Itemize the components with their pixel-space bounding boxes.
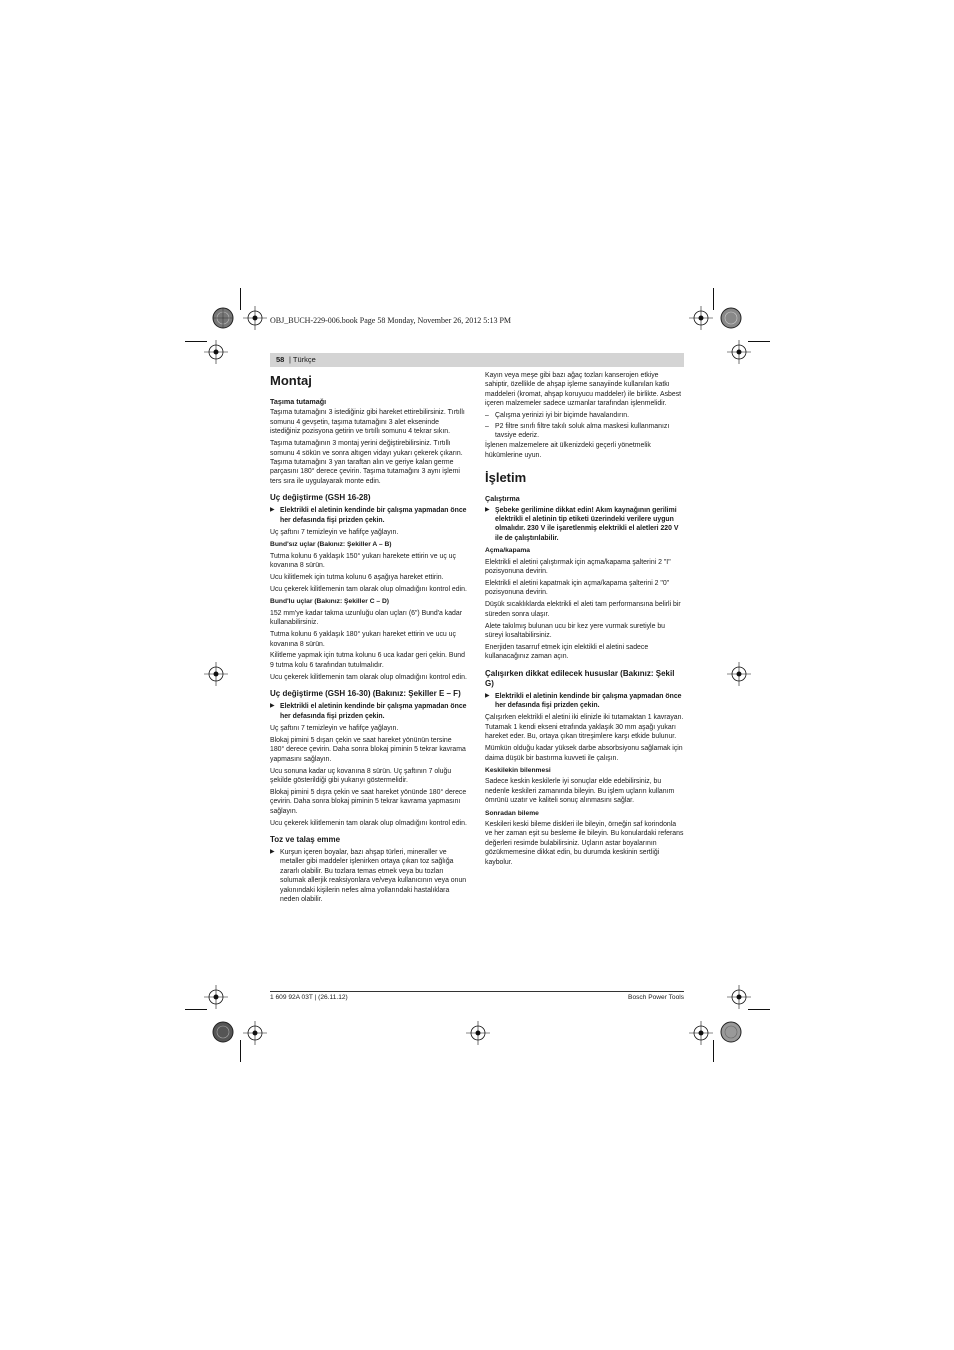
footer-rule	[270, 991, 684, 992]
warning-item	[270, 848, 467, 904]
paragraph: Alete takılmış bulunan ucu bir kez yere vurmak suretiyle bu süreyi kısaltabilirsiniz.	[485, 622, 666, 639]
warning-item	[485, 506, 684, 544]
list-item-text: Çalışma yerinizi iyi bir biçimde havalandırın.	[495, 412, 630, 420]
heading-tasima: Taşıma tutamağı	[270, 397, 327, 406]
warning-text: Elektrikli el aletinin kendinde bir çalışma yapmadan önce her defasında fişi prizden çekin.	[280, 507, 467, 524]
paragraph: Sadece keskin keskilerle iyi sonuçlar elde edebilirsiniz, bu nedenle keskileri zamanında bileyin. Bu işlem uçların kullanım ömrünü uzatır ve kaliteli sonuç alınmasını sağlar.	[485, 778, 675, 805]
paragraph: Düşük sıcaklıklarda elektrikli el aleti tam performansına belirli bir süreden sonra ulaşır.	[485, 601, 681, 618]
paragraph: Kilitleme yapmak için tutma kolunu 6 uca kadar geri çekin. Bund 9 tutma kolu 6 tarafından tutulmalıdır.	[270, 652, 465, 669]
paragraph: Uç şaftını 7 temizleyin ve hafifçe yağlayın.	[270, 724, 399, 732]
paragraph: Enerjiden tasarruf etmek için elektikli el aletini sadece kullanacağınız zaman açın.	[485, 643, 649, 661]
paragraph: Taşıma tutamağının 3 montaj yerini değiştirebilirsiniz. Tırtıllı somunu 4 sökün ve sonra altıgen vidayı yukarı çekerek çıkarın. Taşıma tutamağını 3 yan taraftan alın ve geriye kalan germe parçasını 180° derece çevirin. Taşıma tutamağını 3 aynı işlemi ters sıra ile uygulayarak monte edin.	[270, 440, 463, 485]
paragraph: Uç şaftını 7 temizleyin ve hafifçe yağlayın.	[270, 528, 399, 536]
paragraph: Ucu sonuna kadar uç kovanına 8 sürün. Uç şaftının 7 oluğu şekilde gösterildiği gibi yukarıyı göstermelidir.	[270, 767, 452, 784]
crop-line	[748, 341, 770, 342]
list-item	[485, 411, 684, 420]
section-title-isletim: İşletim	[485, 470, 527, 486]
left-column	[270, 371, 467, 907]
dash-bullet: –	[485, 412, 489, 420]
warning-text: Elektrikli el aletinin kendinde bir çalışma yapmadan önce her defasında fişi prizden çekin.	[280, 703, 467, 720]
paragraph: İşlenen malzemelere ait ülkenizdeki geçerli yönetmelik hükümlerine uyun.	[485, 442, 651, 459]
warning-text: Elektrikli el aletinin kendinde bir çalışma yapmadan önce her defasında fişi prizden çekin.	[495, 692, 682, 710]
triangle-right-icon: ▶	[485, 506, 490, 513]
paragraph: Ucu çekerek kilitlemenin tam olarak olup olmadığını kontrol edin.	[270, 819, 467, 827]
heading-uc-degistirme-30: Uç değiştirme (GSH 16-30) (Bakınız: Şekiller E – F)	[270, 689, 461, 699]
triangle-right-icon: ▶	[485, 692, 490, 699]
warning-item	[270, 702, 467, 721]
triangle-right-icon: ▶	[270, 849, 275, 856]
heading-acma-kapama: Açma/kapama	[485, 547, 530, 555]
crop-line	[713, 1040, 714, 1062]
paragraph: Blokaj pimini 5 dışra çekin ve saat hareket yönünde 180° derece çevirin. Daha sonra blokaj piminin 5 tekrar kavrama yapmasını sağlayın.	[270, 788, 467, 815]
paragraph: Kayın veya meşe gibi bazı ağaç tozları kanserojen etkiye sahiptir, özellikle de ahşap işleme sanayiinde kullanılan katkı maddeleri (kromat, ahşap koruyucu maddeler) ile birlikte. Asbest içeren malzemeler sadece uzmanlar tarafından işlenmelidir.	[485, 372, 682, 408]
crosshair-icon	[727, 340, 751, 364]
crop-line	[713, 288, 714, 310]
paragraph: Tutma kolunu 6 yaklaşık 180° yukarı hareket ettirin ve ucu uç kovanına 8 sürün.	[270, 631, 456, 648]
crop-line	[185, 341, 207, 342]
heading-calistirma: Çalıştırma	[485, 494, 520, 504]
warning-item	[485, 692, 684, 711]
paragraph: 152 mm'ye kadar takma uzunluğu olan uçları (6") Bund'a kadar kullanabilirsiniz.	[270, 609, 462, 627]
heading-toz: Toz ve talaş emme	[270, 835, 341, 845]
crop-line	[240, 288, 241, 310]
crosshair-icon	[727, 662, 751, 686]
heading-sonradan-bileme: Sonradan bileme	[485, 809, 539, 817]
crosshair-icon	[204, 340, 228, 364]
crosshair-icon	[727, 985, 751, 1009]
crosshair-icon	[466, 1021, 490, 1045]
crop-header-text: OBJ_BUCH-229-006.book Page 58 Monday, November 26, 2012 5:13 PM	[270, 316, 512, 325]
crosshair-icon	[204, 985, 228, 1009]
right-column	[485, 371, 684, 870]
heading-bundlu: Bund'lu uçlar (Bakınız: Şekiller C – D)	[270, 598, 390, 606]
crosshair-icon	[689, 1021, 713, 1045]
heading-uc-degistirme-28: Uç değiştirme (GSH 16-28)	[270, 493, 371, 503]
paragraph: Ucu çekerek kilitlemenin tam olarak olup olmadığını kontrol edin.	[270, 586, 467, 593]
paragraph: Keskileri keski bileme diskleri ile bileyin, örneğin saf korindonla ve her zaman eşit su besleme ile bileyin. Bu konulardaki referans değerleri resimde bulabilirsiniz. Uçların astar boyalarının gözükmemesine dikkat edin, bu durumda keskinin sertliği kaybolur.	[485, 821, 684, 866]
crop-line	[748, 1009, 770, 1010]
paragraph: Mümkün olduğu kadar yüksek darbe absorbsiyonu sağlamak için daima düşük bir bastırma kuvveti ile çalışın.	[485, 745, 683, 762]
paragraph: Blokaj pimini 5 dışarı çekin ve saat hareket yönünün tersine 180° derece çevirin. Daha sonra blokaj piminin 5 tekrar kavrama yapmasını sağlayın.	[270, 736, 466, 763]
paragraph: Ucu çekerek kilitlemenin tam olarak olup olmadığını kontrol edin.	[270, 673, 467, 681]
crosshair-icon	[689, 306, 713, 330]
footer-brand: Bosch Power Tools	[628, 994, 684, 1001]
paragraph: Elektrikli el aletini çalıştırmak için açma/kapama şalterini 2 "I" pozisyonuna devirin.	[485, 558, 671, 575]
header-language: | Türkçe	[289, 355, 316, 364]
warning-text: Şebeke gerilimine dikkat edin! Akım kaynağının gerilimi elektrikli el aletinin tip etiketi üzerindeki verilere uygun olmalıdır. 230 V ile işaretlenmiş elektrikli el aletleri 220 V ile de çalıştırılabilir.	[495, 506, 679, 542]
color-disc-icon	[212, 1021, 234, 1043]
color-disc-icon	[720, 1021, 742, 1043]
page-header-bar	[270, 353, 684, 367]
paragraph: Tutma kolunu 6 yaklaşık 150° yukarı harekete ettirin ve uç uç kovanına 8 sürün.	[270, 552, 456, 570]
warning-item	[270, 506, 467, 525]
page-number: 58	[276, 355, 285, 364]
list-item	[485, 422, 684, 441]
crosshair-icon	[243, 306, 267, 330]
list-item-text: P2 filtre sınıfı filtre takılı soluk alma maskesi kullanmanızı tavsiye ederiz.	[495, 422, 670, 439]
heading-bundsuz: Bund'sız uçlar (Bakınız: Şekiller A – B)	[270, 541, 392, 549]
paragraph: Taşıma tutamağını 3 istediğiniz gibi hareket ettirebilirsiniz. Tırtıllı somunu 4 gevşetin, taşıma tutamağını 3 alet ekseninde istediğiniz pozisyona getirin ve tırtıllı somunu 4 tekrar sıkın.	[270, 409, 465, 436]
color-disc-icon	[212, 307, 234, 329]
paragraph: Elektrikli el aletini kapatmak için açma/kapama şalterini 2 "0" pozisyonuna devirin.	[485, 579, 670, 597]
color-disc-icon	[720, 307, 742, 329]
triangle-right-icon: ▶	[270, 507, 275, 514]
paragraph: Çalışırken elektrikli el aletini iki elinizle iki tutamaktan 1 kavrayan. Tutamak 1 kendi ekseni etrafında yaklaşık 30 mm aşağı yukarı hareket eder. Bu, ortaya çıkan titreşimlere karşı etkide bulunur.	[485, 714, 684, 741]
crosshair-icon	[243, 1021, 267, 1045]
section-title-montaj: Montaj	[270, 373, 312, 388]
dash-bullet: –	[485, 422, 489, 430]
triangle-right-icon: ▶	[270, 703, 275, 710]
footer-doc-number: 1 609 92A 03T | (26.11.12)	[270, 994, 348, 1001]
crop-line	[240, 1040, 241, 1062]
heading-dikkat: Çalışırken dikkat edilecek hususlar (Bakınız: Şekil G)	[485, 668, 675, 688]
warning-text: Kurşun içeren boyalar, bazı ahşap türleri, mineraller ve metaller gibi maddeler işlenirken ortaya çıkan toz sağlığa zararlı olabilir. Bu tozlara temas etmek veya bu tozları solumak allerjik reaksiyonlara ve/veya kullanıcının veya onun yakınındaki kişilerin nefes alma yollarındaki hastalıklara neden olabilir.	[280, 849, 467, 904]
heading-keskilenme: Keskilekin bilenmesi	[485, 767, 551, 774]
crosshair-icon	[204, 662, 228, 686]
crop-line	[185, 1009, 207, 1010]
paragraph: Ucu kilitlemek için tutma kolunu 6 aşağıya hareket ettirin.	[270, 574, 444, 582]
